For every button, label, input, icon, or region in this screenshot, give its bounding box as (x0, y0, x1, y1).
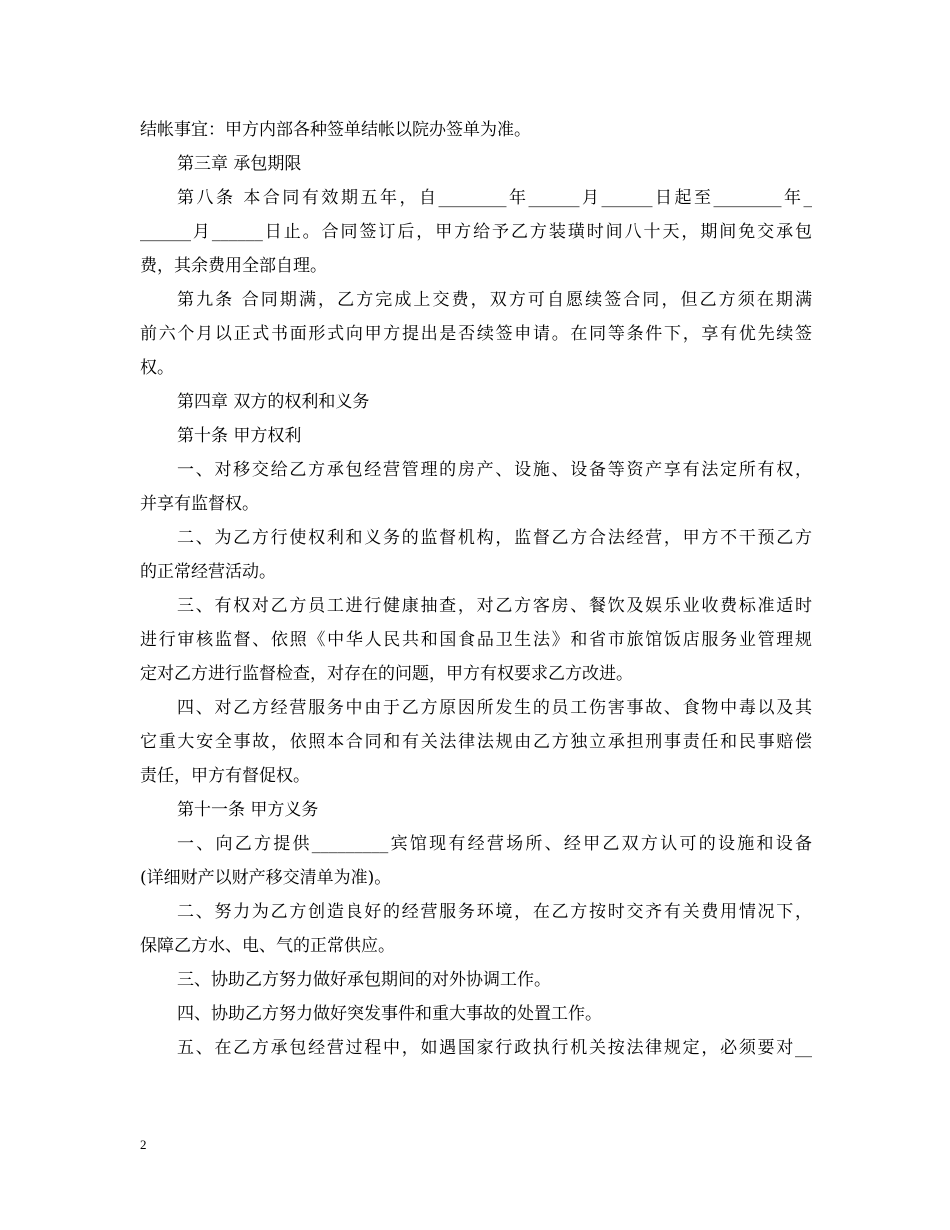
text-line: 四、对乙方经营服务中由于乙方原因所发生的员工伤害事故、食物中毒以及其 (177, 698, 812, 718)
text-line: 三、协助乙方努力做好承包期间的对外协调工作。 (177, 970, 551, 990)
text-line: 保障乙方水、电、气的正常供应。 (140, 936, 395, 956)
text-line: 五、在乙方承包经营过程中，如遇国家行政执行机关按法律规定，必须要对__ (177, 1038, 812, 1058)
chapter-heading: 第四章 双方的权利和义务 (177, 392, 370, 412)
text-line: 第九条 合同期满，乙方完成上交费，双方可自愿续签合同，但乙方须在期满 (177, 290, 812, 310)
text-line: 定对乙方进行监督检查，对存在的问题，甲方有权要求乙方改进。 (140, 664, 633, 684)
text-line: 二、为乙方行使权利和义务的监督机构，监督乙方合法经营，甲方不干预乙方 (177, 528, 812, 548)
text-line: 的正常经营活动。 (140, 562, 276, 582)
text-line: 权。 (140, 358, 174, 378)
text-line: 费，其余费用全部自理。 (140, 256, 327, 276)
text-line: 它重大安全事故，依照本合同和有关法律法规由乙方独立承担刑事责任和民事赔偿 (140, 732, 812, 752)
text-line: 三、有权对乙方员工进行健康抽查，对乙方客房、餐饮及娱乐业收费标准适时 (177, 596, 812, 616)
text-line: 前六个月以正式书面形式向甲方提出是否续签申请。在同等条件下，享有优先续签 (140, 324, 812, 344)
text-line: 一、向乙方提供_________宾馆现有经营场所、经甲乙双方认可的设施和设备 (177, 834, 812, 854)
text-line: 四、协助乙方努力做好突发事件和重大事故的处置工作。 (177, 1004, 602, 1024)
text-line: 一、对移交给乙方承包经营管理的房产、设施、设备等资产享有法定所有权， (177, 460, 812, 480)
text-line: 结帐事宜：甲方内部各种签单结帐以院办签单为准。 (140, 120, 531, 140)
document-body (140, 113, 812, 1065)
text-line: 并享有监督权。 (140, 494, 259, 514)
text-line: 进行审核监督、依照《中华人民共和国食品卫生法》和省市旅馆饭店服务业管理规 (140, 630, 812, 650)
page-number: 2 (140, 1137, 147, 1152)
article-heading: 第十一条 甲方义务 (177, 800, 319, 820)
text-line: 二、努力为乙方创造良好的经营服务环境，在乙方按时交齐有关费用情况下， (177, 902, 812, 922)
text-line: ______月______日止。合同签订后，甲方给予乙方装璜时间八十天，期间免交承包 (140, 222, 812, 242)
chapter-heading: 第三章 承包期限 (177, 154, 302, 174)
text-line: 第八条 本合同有效期五年，自________年______月______日起至________年_ (177, 188, 812, 208)
text-line: 责任，甲方有督促权。 (140, 766, 310, 786)
text-line: (详细财产以财产移交清单为准)。 (140, 868, 392, 888)
article-heading: 第十条 甲方权利 (177, 426, 302, 446)
